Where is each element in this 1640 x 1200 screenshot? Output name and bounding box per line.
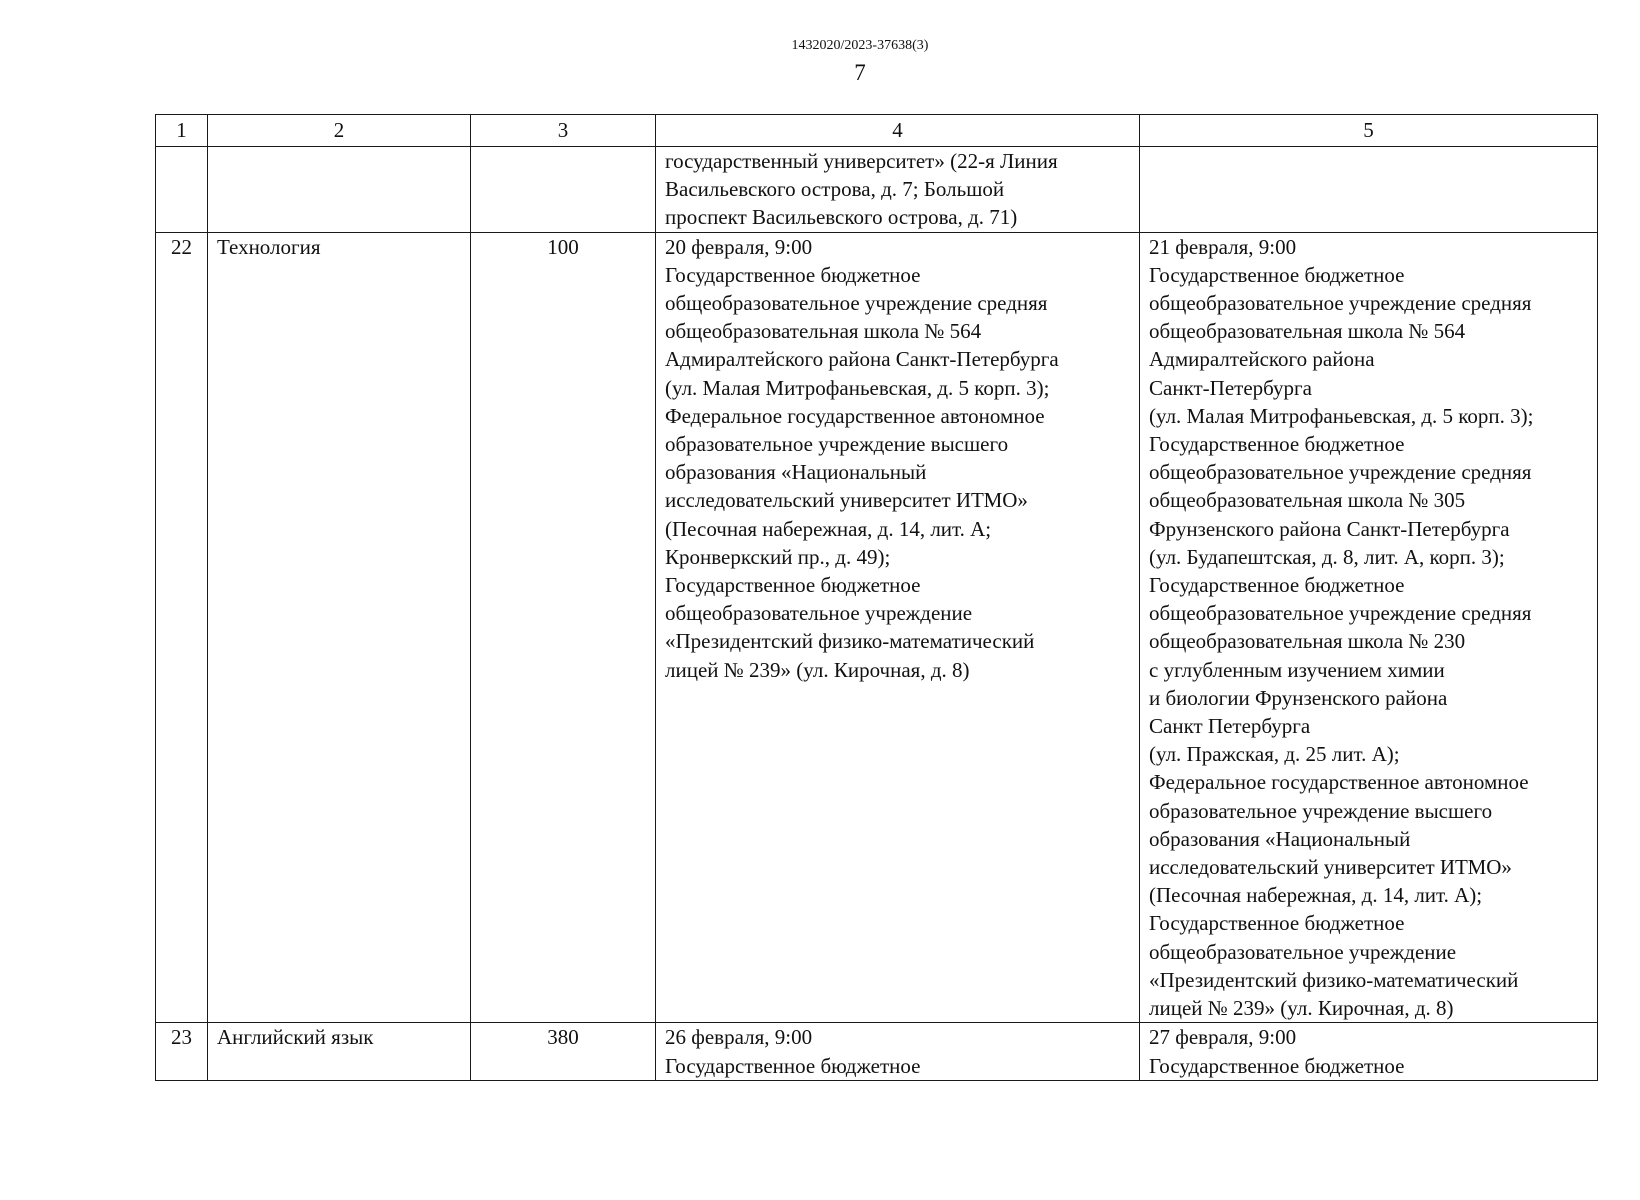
schedule-table xyxy=(155,114,1598,1081)
participant-count: 380 xyxy=(471,1023,656,1080)
cell-venues-day1 xyxy=(656,1023,1140,1080)
text-line: образовательное учреждение высшего xyxy=(665,432,1009,457)
text-line: (ул. Будапештская, д. 8, лит. А, корп. 3); xyxy=(1149,544,1505,569)
column-header-4: 4 xyxy=(656,115,1140,147)
text-line: общеобразовательная школа № 564 xyxy=(1149,319,1466,344)
text-line: Государственное бюджетное xyxy=(1149,573,1405,598)
text-line: проспект Васильевского острова, д. 71) xyxy=(665,205,1018,230)
text-line: образования «Национальный xyxy=(665,460,927,485)
participant-count: 100 xyxy=(471,232,656,1023)
text-line: (Песочная набережная, д. 14, лит. А); xyxy=(1149,883,1483,908)
text-line: общеобразовательное учреждение xyxy=(1149,939,1457,964)
text-line: Васильевского острова, д. 7; Большой xyxy=(665,177,1005,202)
text-line: Государственное бюджетное xyxy=(1149,1053,1405,1078)
text-line: общеобразовательное учреждение средняя xyxy=(1149,601,1532,626)
table-row-continuation xyxy=(156,147,1598,233)
text-line: общеобразовательная школа № 230 xyxy=(1149,629,1466,654)
text-line: 20 февраля, 9:00 xyxy=(665,234,813,259)
cell-count xyxy=(471,147,656,233)
text-line: Государственное бюджетное xyxy=(1149,262,1405,287)
text-line: лицей № 239» (ул. Кирочная, д. 8) xyxy=(665,657,970,682)
text-line: (ул. Малая Митрофаньевская, д. 5 корп. 3); xyxy=(665,375,1050,400)
text-line: Санкт Петербурга xyxy=(1149,714,1311,739)
text-line: общеобразовательная школа № 564 xyxy=(665,319,982,344)
text-line: образования «Национальный xyxy=(1149,826,1411,851)
text-line: 21 февраля, 9:00 xyxy=(1149,234,1297,259)
subject-name: Английский язык xyxy=(208,1023,471,1080)
row-number: 22 xyxy=(156,232,208,1023)
text-line: и биологии Фрунзенского района xyxy=(1149,685,1448,710)
text-line: общеобразовательная школа № 305 xyxy=(1149,488,1466,513)
column-header-2: 2 xyxy=(208,115,471,147)
text-line: Адмиралтейского района xyxy=(1149,347,1375,372)
row-number: 23 xyxy=(156,1023,208,1080)
text-line: Государственное бюджетное xyxy=(665,1053,921,1078)
text-line: общеобразовательное учреждение xyxy=(665,601,973,626)
text-line: Кронверкский пр., д. 49); xyxy=(665,544,891,569)
text-line: Государственное бюджетное xyxy=(1149,911,1405,936)
table-header-row xyxy=(156,115,1598,147)
text-line: общеобразовательное учреждение средняя xyxy=(665,291,1048,316)
column-header-5: 5 xyxy=(1140,115,1598,147)
table-row xyxy=(156,1023,1598,1080)
text-line: (Песочная набережная, д. 14, лит. А; xyxy=(665,516,992,541)
text-line: общеобразовательное учреждение средняя xyxy=(1149,460,1532,485)
text-line: Государственное бюджетное xyxy=(1149,432,1405,457)
cell-venues-day2 xyxy=(1140,1023,1598,1080)
column-header-1: 1 xyxy=(156,115,208,147)
page-number: 7 xyxy=(854,60,866,85)
text-line: (ул. Малая Митрофаньевская, д. 5 корп. 3); xyxy=(1149,403,1534,428)
text-line: Адмиралтейского района Санкт-Петербурга xyxy=(665,347,1059,372)
cell-venues-day2 xyxy=(1140,147,1598,233)
text-line: Санкт-Петербурга xyxy=(1149,375,1312,400)
table-row xyxy=(156,232,1598,1023)
subject-name: Технология xyxy=(208,232,471,1023)
text-line: с углубленным изучением химии xyxy=(1149,657,1445,682)
text-line: образовательное учреждение высшего xyxy=(1149,798,1493,823)
text-line: (ул. Пражская, д. 25 лит. А); xyxy=(1149,742,1400,767)
text-line: исследовательский университет ИТМО» xyxy=(665,488,1028,513)
cell-venues-day1 xyxy=(656,232,1140,1023)
cell-num xyxy=(156,147,208,233)
text-line: 26 февраля, 9:00 xyxy=(665,1025,813,1050)
cell-venues-day2 xyxy=(1140,232,1598,1023)
text-line: Государственное бюджетное xyxy=(665,573,921,598)
cell-subject xyxy=(208,147,471,233)
cell-venues-day1 xyxy=(656,147,1140,233)
text-line: исследовательский университет ИТМО» xyxy=(1149,855,1512,880)
document-number: 1432020/2023-37638(3) xyxy=(791,38,929,53)
text-line: «Президентский физико-математический xyxy=(1149,967,1519,992)
text-line: лицей № 239» (ул. Кирочная, д. 8) xyxy=(1149,996,1454,1021)
text-line: Федеральное государственное автономное xyxy=(665,403,1045,428)
text-line: Фрунзенского района Санкт-Петербурга xyxy=(1149,516,1510,541)
text-line: «Президентский физико-математический xyxy=(665,629,1035,654)
column-header-3: 3 xyxy=(471,115,656,147)
text-line: Государственное бюджетное xyxy=(665,262,921,287)
text-line: государственный университет» (22-я Линия xyxy=(665,149,1058,173)
text-line: 27 февраля, 9:00 xyxy=(1149,1025,1297,1050)
text-line: общеобразовательное учреждение средняя xyxy=(1149,291,1532,316)
text-line: Федеральное государственное автономное xyxy=(1149,770,1529,795)
